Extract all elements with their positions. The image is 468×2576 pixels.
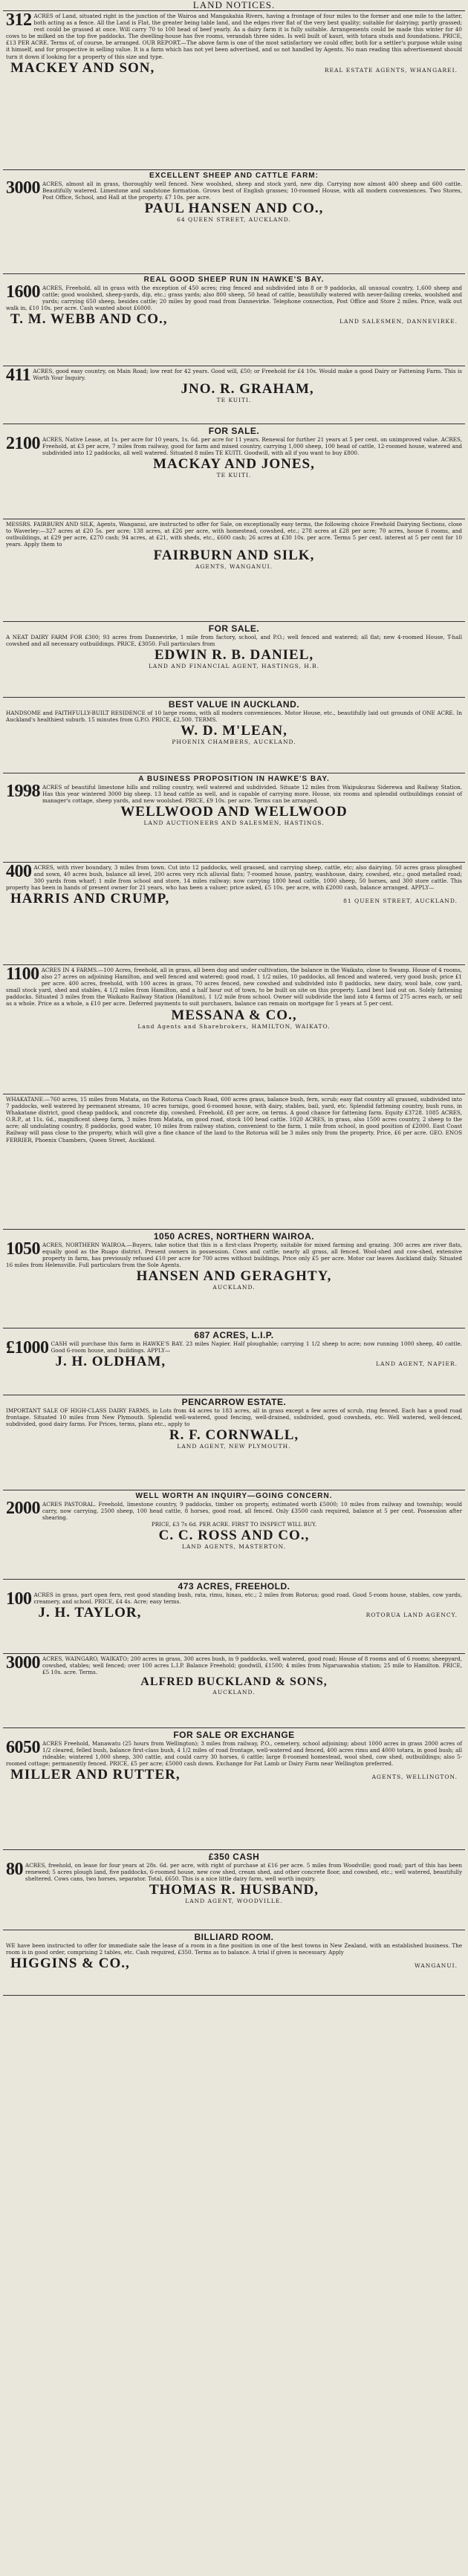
ad-agent-block <box>6 1008 462 1031</box>
ad-body-text: ACRES, freehold, on lease for four years at 28s. 6d. per acre, with right of purchase at £16 per acre. 5 miles from Woodville; good road; part of this has been renewed; 5 acres plough land, five paddocks, 6-roomed house, new cow shed, cream shed, and other concrete floor, and cowshed, etc.; well watered, beautifully sheltered. Cows cans, two horses, separator. Total, £650. This is a nice little dairy farm, well worth inquiry. <box>25 1862 462 1883</box>
ad-headline: 687 ACRES, L.I.P. <box>194 1330 274 1340</box>
ad-6 <box>3 519 465 622</box>
ad-13 <box>3 1230 465 1328</box>
ad-agent-address: LAND SALESMEN, DANNEVIRKE. <box>339 318 458 325</box>
ad-body-text: ACRES of Land, situated right in the junction of the Wairoa and Mangakahia Rivers, having a frontage of four miles to the former and one mile to the latter, both acting as a fence. All the Land is Flat, the greater being table land, and the edges river flat of the very best quality; suitable for dairying; partly grassed; rest could be grassed at once. Will carry 70 to 100 head of beef yearly. As a dairy farm it is fully suitable. Arrangements could be made this winter for 40 cows to be milked on the top five paddocks. The dwelling-house has five rooms, verandah three sides. Is well built of kauri, with totara studs and foundations. PRICE, £13 PER ACRE. Terms of, of course, be arranged. OUR REPORT.—The above farm is one of the most satisfactory we could offer, both for a settler's purpose while using it himself, and for prospective in selling value. It is a farm which has not yet been advertised, and so not handled by Agents. No man reading this advertisement should turn it down if looking for a property of this size and type. <box>6 13 462 60</box>
ad-20 <box>3 1850 465 1930</box>
ad-agent-name: C. C. ROSS AND CO., <box>158 1528 310 1544</box>
ad-lead-number: 100 <box>6 1589 32 1609</box>
ad-lead-number: 411 <box>6 366 31 385</box>
ad-body-text: ACRES, Freehold, all in grass with the exception of 450 acres; ring fenced and subdivided into 8 or 9 paddocks, all unusual country, 1,600 sheep and cattle; good woolshed, sheep-yards, dip, etc.; grass yards; also 800 sheep, 50 head of cattle, beautifully watered with never-failing creeks, woolshed and yards; carrying 650 sheep, besides cattle; 20 miles by good road from Dannevirke. Telephone connection, Post Office and Store 2 miles. Price, walk out walk in, £10 10s. per acre. Cash wanted about £6000. <box>6 285 462 312</box>
ad-agent-address: REAL ESTATE AGENTS, WHANGAREI. <box>324 66 458 74</box>
ad-headline: REAL GOOD SHEEP RUN IN HAWKE'S BAY. <box>143 276 325 284</box>
ad-body-text: A NEAT DAIRY FARM FOR £300; 93 acres from Dannevirke, 1 mile from factory, school, and P.O.; well fenced and watered; all flat; new 4-roomed House, T-hall cowshed and all necessary outbuildings. PRICE, £3050. Full particulars from <box>6 634 462 648</box>
ad-body <box>6 1862 462 1882</box>
ad-agent-name: THOMAS R. HUSBAND, <box>149 1882 319 1898</box>
ad-headline: 473 ACRES, FREEHOLD. <box>178 1581 290 1592</box>
ad-agent-address: LAND AGENT, NEW PLYMOUTH. <box>177 1443 291 1450</box>
ad-lead-number: 1998 <box>6 782 40 801</box>
ad-body <box>6 436 462 456</box>
ad-body <box>6 634 462 647</box>
ad-agent-block <box>6 456 462 479</box>
ad-14 <box>3 1328 465 1395</box>
ad-agent-address: Land Agents and Sharebrokers, HAMILTON, WAIKATO. <box>137 1022 331 1030</box>
ad-10 <box>3 863 465 965</box>
ad-body-text: IMPORTANT SALE OF HIGH-CLASS DAIRY FARMS, in Lots from 44 acres to 183 acres, all in grass except a few acres of scrub, ring fenced. Each has a good road frontage. Situated 10 miles from New Plymouth. Splendid well-watered, good fencing, well-drained, subdivided, good cowsheds, etc. Well watered, well-fenced, subdivided, good dairy farms. For Prices, terms, plans etc., apply to <box>6 1407 462 1428</box>
ads-column <box>3 11 465 1996</box>
ad-agent-block <box>34 1605 463 1620</box>
ad-price: PRICE, £3 7s 6d. PER ACRE. FIRST TO INSPECT WILL BUY. <box>151 1521 317 1528</box>
ad-9 <box>3 773 465 863</box>
ad-body <box>6 1096 462 1143</box>
ad-19 <box>3 1728 465 1850</box>
ad-body-text: WE have been instructed to offer for immediate sale the lease of a room in a fine position in one of the best towns in New Zealand, with an established business. The room is in good order, comprising 2 tables, etc. Cash required, £350. Terms as to balance. A trial if given is necessary. Apply <box>6 1942 462 1956</box>
ad-agent-address: LAND AGENT, NAPIER. <box>376 1360 458 1368</box>
ad-agent-address: AUCKLAND. <box>212 1689 256 1696</box>
ad-lead-number: 6050 <box>6 1738 40 1757</box>
ad-body-text: ACRES in grass, part open fern, rest good standing bush, rata, rimu, hinau, etc.; 2 miles from Rotorua; good road. Good 5-room house, stables, cow yards, creamery, and school. PRICE, £4 4s. Acre; easy terms. <box>33 1592 462 1606</box>
ad-body-text: ACRES, NORTHERN WAIROA.—Buyers, take notice that this is a first-class Property, suitable for mixed farming and grazing. 300 acres are river flats, equally good as the Ruapo district. Present owners in possession. Cows and cattle; nearly all grass, all fenced. Wool-shed and cow-shed, extensive property in farm, has previously refused £10 per acre for 700 acres without buildings. Price only £5 per acre. Motor car leaves Auckland daily. Situated 16 miles from Helensville. Full particulars from the Sole Agents. <box>6 1242 462 1269</box>
ad-agent-name: W. D. M'LEAN, <box>181 723 287 739</box>
ad-body <box>6 282 462 312</box>
ad-agent-address: AGENTS, WELLINGTON. <box>371 1774 458 1781</box>
ad-agent-name: J. H. OLDHAM, <box>55 1354 166 1370</box>
ad-lead-number: 1600 <box>6 282 40 302</box>
ad-agent-name: T. M. WEBB AND CO., <box>10 311 168 328</box>
ad-body-text: ACRES, with river boundary, 3 miles from town. Cut into 12 paddocks, well grassed, and carrying sheep, cattle, etc; also dairying. 50 acres grass ploughed and sown, 40 acres bush, balance all level, 200 acres very rich alluvial flats; 7-roomed house, pantry, washhouse, dairy, cowshed, etc.; good metalled road; 300 yards from wharf; 1 mile from school and store, 14 miles railway; now carrying 1800 head cattle, 1000 sheep, 50 horses, and 300 store cattle. This property has been in hands of present owner for 21 years, who has been a valuer; price asked, £5 10s. per acre, with £2000 cash, balance arranged. APPLY— <box>6 864 462 892</box>
ad-agent-name: MACKEY AND SON, <box>10 59 155 76</box>
ad-agent-block <box>6 548 462 571</box>
ad-agent-block <box>6 1956 462 1971</box>
ad-lead-number: 3000 <box>6 178 40 198</box>
ad-lead-number: 312 <box>6 11 32 30</box>
ad-4 <box>3 366 465 424</box>
ad-agent-name: FAIRBURN AND SILK, <box>153 548 315 564</box>
ad-agent-address: LAND AUCTIONEERS AND SALESMEN, HASTINGS. <box>143 820 325 827</box>
ad-body-text: HANDSOME and FAITHFULLY-BUILT RESIDENCE of 10 large rooms, with all modern conveniences. Motor House, etc., beautifully laid out grounds of ONE ACRE. In Auckland's healthiest suburb. 15 minutes from G.P.O. PRICE, £2,500. TERMS. <box>6 710 462 724</box>
ad-body <box>6 784 462 804</box>
ad-lead-number: 1050 <box>6 1239 40 1259</box>
ad-agent-address: LAND AGENT, WOODVILLE. <box>185 1898 283 1905</box>
ad-body-text: ACRES, good easy country, on Main Road; low rent for 42 years. Good will, £50; or Freehold for £4 10s. Would make a good Dairy or Fattening Farm. This is Worth Your Inquiry. <box>33 368 462 382</box>
ad-agent-block <box>6 891 462 906</box>
ad-21 <box>3 1930 465 1996</box>
ad-body <box>6 13 462 60</box>
ad-agent-address: AUCKLAND. <box>212 1284 256 1291</box>
ad-body <box>6 366 462 385</box>
ad-agent-block <box>6 1427 462 1450</box>
ad-lead-number: 80 <box>6 1860 23 1879</box>
ad-agent-name: MILLER AND RUTTER, <box>10 1767 181 1783</box>
ad-5 <box>3 424 465 519</box>
ad-body <box>6 710 462 723</box>
ad-agent-address: AGENTS, WANGANUI. <box>195 563 273 571</box>
ad-headline: FOR SALE OR EXCHANGE <box>173 1730 295 1740</box>
ad-agent-block <box>6 1675 462 1696</box>
ad-agent-block <box>6 60 462 76</box>
ad-agent-address: LAND AGENTS, MASTERTON. <box>181 1543 287 1551</box>
ad-18 <box>3 1654 465 1728</box>
ad-headline: A BUSINESS PROPOSITION IN HAWKE'S BAY. <box>138 775 330 783</box>
ad-headline: FOR SALE. <box>208 623 260 634</box>
ad-body-text: CASH will purchase this farm in HAWKE'S BAY. 23 miles Napier. Half ploughable; carrying 1 1/2 sheep to acre; now running 1000 sheep, 40 cattle. Good 6-room house, and buildings. APPLY— <box>51 1340 462 1354</box>
ad-agent-address: TE KUITI. <box>216 472 252 479</box>
ad-agent-name: HANSEN AND GERAGHTY, <box>136 1268 332 1285</box>
ad-lead-number: 2100 <box>6 434 40 453</box>
ad-agent-address: WANGANUI. <box>415 1962 458 1970</box>
ad-12 <box>3 1094 465 1230</box>
ad-16 <box>3 1490 465 1580</box>
ad-agent-address: TE KUITI. <box>216 397 252 404</box>
ad-8 <box>3 698 465 773</box>
ad-body <box>6 1740 462 1767</box>
ad-agent-name: MESSANA & CO., <box>171 1007 297 1023</box>
ad-body-text: ACRES, Native Lease, at 1s. per acre for 10 years, 1s. 6d. per acre for 11 years. Renewal for further 21 years at 5 per cent. on unimproved value. ACRES, Freehold, at £3 per acre, 7 miles from railway, good for farm and mixed country, carrying 1,000 sheep, 100 head of cattle, 12-roomed house, watered and subdivided into 12 paddocks, all well watered. Situated 8 miles TE KUITI. Goodwill, with all if you want to buy £800. <box>42 436 462 457</box>
ad-agent-block <box>6 1268 462 1291</box>
ad-agent-block <box>6 723 462 746</box>
ad-1 <box>3 11 465 170</box>
ad-headline: 1050 ACRES, NORTHERN WAIROA. <box>153 1231 315 1242</box>
ad-body-text: ACRES Freehold, Manawatu (25 hours from Wellington); 3 miles from railway, P.O., cemetery, school adjoining; about 1000 acres in grass 2000 acres of 1/2 cleared, felled bush, balance first-class bush, 4 1/2 miles of road frontage, well-watered and fenced, 400 acres rimu and 4000 totara, in good bush; all rideable; wintered 1,000 sheep, 300 cattle, and could carry 30 horses, 6 cattle; large 8-roomed homestead, wool shed, cow shed, outbuildings; also 5-roomed cottage; permanently fenced. PRICE, £5 per acre; £5000 cash down. Exchange for Fat Lamb or Dairy Farm near Wellington preferred. <box>6 1740 462 1768</box>
ad-body <box>6 1942 462 1956</box>
ad-headline: PENCARROW ESTATE. <box>181 1397 287 1407</box>
ad-body <box>6 1655 462 1675</box>
ad-lead-number: 3000 <box>6 1654 40 1673</box>
section-title: LAND NOTICES. <box>3 0 465 11</box>
ad-headline: WELL WORTH AN INQUIRY—GOING CONCERN. <box>135 1492 333 1500</box>
ad-body <box>6 967 462 1008</box>
ad-agent-name: HARRIS AND CRUMP, <box>10 891 170 907</box>
ad-agent-name: WELLWOOD AND WELLWOOD <box>120 804 348 820</box>
ad-body <box>6 178 462 201</box>
ad-7 <box>3 622 465 698</box>
ad-lead-number: 400 <box>6 863 32 881</box>
ad-headline: BEST VALUE IN AUCKLAND. <box>168 699 300 710</box>
ad-agent-name: R. F. CORNWALL, <box>169 1427 299 1444</box>
ad-agent-block <box>6 647 462 670</box>
ad-agent-block <box>6 311 462 327</box>
ad-agent-block <box>51 1354 463 1369</box>
ad-body-text: ACRES IN 4 FARMS.—100 Acres, freehold, all in grass, all been dug and under cultivation, the balance in the Waikato, close to Swamp. House of 4 rooms, also 27 acres on adjoining Hamilton, and well fenced and watered; good road, 1 1/2 miles, 10 paddocks, all fenced and watered, very good bush; price £1 per acre. 400 acres, freehold, with 100 acres in grass, 70 acres fenced, new cowshed and subdivided into 8 paddocks, new dairy, wool bale, cow yard, small stock yard, shed and stables, 4 1/2 miles from Hamilton, and a half hour out of town, to be built on site on this property. Land best laid out on. Solely fattening paddocks. Situated 3 miles from the Waikato Railway Station (Hamilton), 1 1/2 mile from school. Owner will subdivide the land into 4 farms of 275 acres each, or sell as a whole. Price as a whole, a £10 per acre. Deferred payments to suit purchasers, balance can remain on mortgage for 5 years at 5 per cent. <box>6 967 462 1008</box>
ad-agent-address: ROTORUA LAND AGENCY. <box>365 1612 458 1619</box>
ad-agent-block <box>6 201 462 224</box>
ad-3 <box>3 274 465 366</box>
ad-body-text: ACRES PASTORAL. Freehold, limestone country, 9 paddocks, timber on property, estimated worth £5000; 10 miles from railway and township; would carry, now carrying, 2500 sheep, 100 head cattle, 8 horses, good road, all fenced. Only £3500 cash required, balance at 5 per cent. Possession after shearing. <box>42 1501 462 1522</box>
ad-17 <box>3 1580 465 1654</box>
ad-lead-number: £1000 <box>6 1338 49 1357</box>
ad-agent-block <box>6 1528 462 1551</box>
ad-lead-number: 1100 <box>6 965 39 984</box>
ad-headline: FOR SALE. <box>208 426 260 436</box>
ad-agent-address: LAND AND FINANCIAL AGENT, HASTINGS, H.B. <box>148 663 320 670</box>
ad-agent-name: HIGGINS & CO., <box>10 1956 130 1972</box>
ad-headline: £350 CASH <box>208 1852 260 1862</box>
ad-body-text: ACRES of beautiful limestone hills and rolling country, well watered and subdivided. Situate 12 miles from Waipukurau Siderewa and Railway Station. Has this year wintered 3000 big sheep. 13 head cattle as well, and is capable of carrying more. House, six rooms and splendid outbuildings consist of manager's cottage, sheep yards, and new woolshed. PRICE, £9 10s. per acre. Terms can be arranged. <box>42 784 462 805</box>
ad-agent-name: J. H. TAYLOR, <box>38 1605 142 1621</box>
ad-lead-number: 2000 <box>6 1499 40 1518</box>
ad-2 <box>3 170 465 274</box>
ad-body-text: ACRES, almost all in grass, thoroughly well fenced. New woolshed, sheep and stock yard, new dip. Carrying now almost 400 sheep and 600 cattle. Beautifully watered. Limestone and sandstone formation. Grows best of English grasses; 10-roomed House, with all modern conveniences. Two Stores, Post Office, School, and Hall at the property. £7 10s. per acre. <box>42 181 462 201</box>
ad-headline: BILLIARD ROOM. <box>194 1932 274 1942</box>
ad-body-text: ACRES, WAINGARO, WAIKATO; 200 acres in grass, 300 acres bush, in 9 paddocks, well watered, good road; House of 8 rooms and of 6 rooms; sheepyard, cowshed, stables; well fenced; over 100 acres L.I.P. Balance Freehold; goodwill, £1500; 4 miles from Ngaruawahia station; 25 mile to Hamilton. PRICE, £5 10s. acre. Terms. <box>42 1655 462 1676</box>
ad-agent-address: 81 QUEEN STREET, AUCKLAND. <box>343 898 458 905</box>
ad-agent-address: PHOENIX CHAMBERS, AUCKLAND. <box>172 739 296 746</box>
ad-agent-block <box>6 804 462 827</box>
ad-agent-block <box>6 381 462 404</box>
ad-agent-name: EDWIN R. B. DANIEL, <box>154 647 314 664</box>
ad-body <box>6 1239 462 1269</box>
ad-agent-name: JNO. R. GRAHAM, <box>181 381 314 398</box>
ad-agent-name: ALFRED BUCKLAND & SONS, <box>140 1675 328 1689</box>
ad-body-text: WHAKATANE.—760 acres, 15 miles from Matata, on the Rotorua Coach Road, 600 acres grass, balance bush, fern, scrub; easy flat country all grassed, subdivided into 7 paddocks, well watered by permanent streams, 10 acres turnips, good 6-roomed house, with dairy, stables, bail, yard, etc. Splendid fattening country, bush runs, in Whakatane district, good cheap paddock, and concrete dip, cowshed. Freehold, £8 per acre, on terms. A good chance for fattening farm. Equity £3728. 1085 ACRES, O.R.P., at 11s. 6d., magnificent sheep farm, 3 miles from Matata, on good road, stock 100 head cattle. 1020 ACRES, in grass, also 1500 acres country, 2 sheep to the acre; all undulating country, 8 paddocks, good water, 10 miles from railway station, convenient to the farm, 1 mile from school, in good position of £2000. East Coast Railway will pass close to the property, which will give a fine chance of the land to the Rotorua will be 3 miles only from the property. Price, £6 per acre. GEO. ENOS FERRIER, Phoenix Chambers, Queen Street, Auckland. <box>6 1096 462 1143</box>
ad-body-text: MESSRS. FAIRBURN AND SILK, Agents, Wanganui, are instructed to offer for Sale, on exceptionally easy terms, the following choice Freehold Dairying Sections, close to Waverley:—327 acres at £20 5s. per acre; 138 acres, at £26 per acre, with homestead, cowshed, etc.; 278 acres at £28 per acre; 70 acres, house 6 rooms, and outbuildings, at £29 per acre, £270 cash; 94 acres, at £21, with sheds, etc., £600 cash; 26 acres at £30 10s. per acre. Terms 5 per cent. interest at 5 per cent for 10 years. Apply them to <box>6 521 462 548</box>
ad-agent-name: PAUL HANSEN AND CO., <box>144 201 324 217</box>
ad-agent-address: 64 QUEEN STREET, AUCKLAND. <box>177 216 291 224</box>
ad-body <box>6 864 462 891</box>
ad-11 <box>3 965 465 1094</box>
ad-body <box>6 1589 462 1609</box>
ad-body <box>6 1407 462 1427</box>
ad-agent-block <box>6 1767 462 1782</box>
ad-body <box>6 1338 462 1357</box>
ad-agent-name: MACKAY AND JONES, <box>153 456 315 473</box>
ad-agent-block <box>6 1882 462 1905</box>
ad-headline: EXCELLENT SHEEP AND CATTLE FARM: <box>149 172 319 180</box>
ad-body <box>6 521 462 548</box>
ad-body <box>6 1501 462 1521</box>
ad-15 <box>3 1395 465 1490</box>
